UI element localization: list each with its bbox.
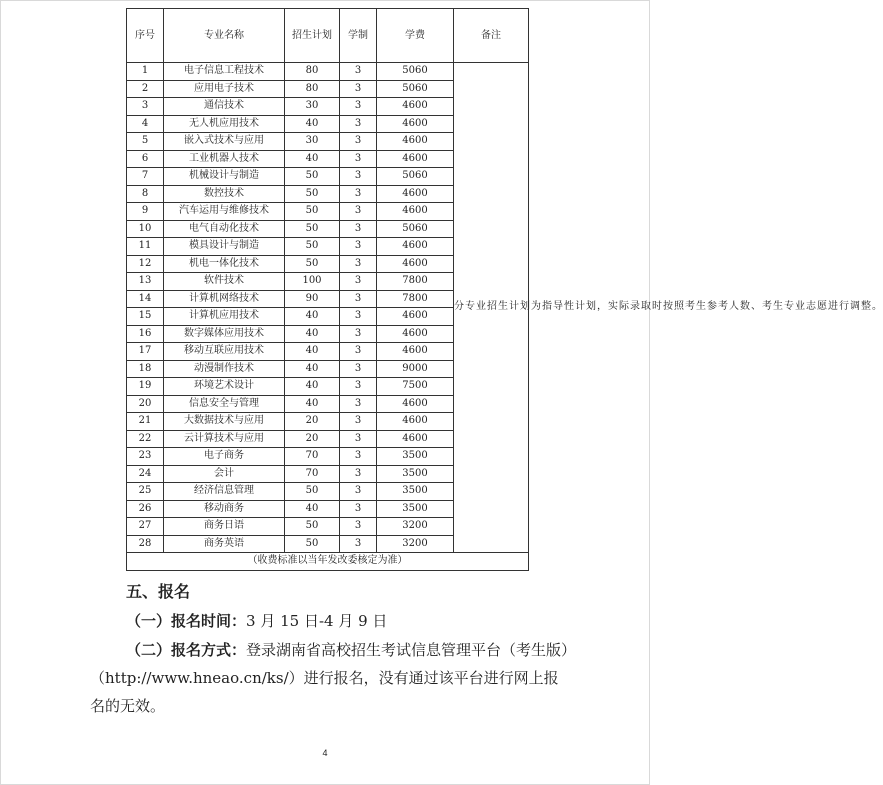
cell-enrollment-plan: 40 (285, 395, 340, 413)
enrollment-plan-table (126, 8, 883, 571)
registration-method-label: （二）报名方式： (126, 641, 247, 659)
cell-major-name: 无人机应用技术 (164, 115, 285, 133)
cell-enrollment-plan: 50 (285, 220, 340, 238)
cell-enrollment-plan: 100 (285, 273, 340, 291)
cell-major-name: 商务英语 (164, 535, 285, 553)
cell-duration: 3 (340, 273, 377, 291)
cell-no: 15 (127, 308, 164, 326)
cell-major-name: 移动商务 (164, 500, 285, 518)
cell-tuition: 4600 (377, 115, 454, 133)
cell-duration: 3 (340, 238, 377, 256)
cell-major-name: 数字媒体应用技术 (164, 325, 285, 343)
cell-tuition: 5060 (377, 80, 454, 98)
cell-duration: 3 (340, 325, 377, 343)
cell-remarks-note: 分专业招生计划为指导性计划，实际录取时按照考生参考人数、考生专业志愿进行调整。 (454, 63, 529, 553)
cell-major-name: 嵌入式技术与应用 (164, 133, 285, 151)
cell-enrollment-plan: 20 (285, 413, 340, 431)
cell-major-name: 应用电子技术 (164, 80, 285, 98)
cell-no: 3 (127, 98, 164, 116)
cell-no: 28 (127, 535, 164, 553)
cell-duration: 3 (340, 203, 377, 221)
cell-no: 24 (127, 465, 164, 483)
cell-major-name: 机电一体化技术 (164, 255, 285, 273)
cell-major-name: 模具设计与制造 (164, 238, 285, 256)
cell-no: 16 (127, 325, 164, 343)
cell-tuition: 4600 (377, 413, 454, 431)
cell-enrollment-plan: 90 (285, 290, 340, 308)
header-no: 序号 (127, 9, 164, 63)
cell-major-name: 环境艺术设计 (164, 378, 285, 396)
cell-major-name: 商务日语 (164, 518, 285, 536)
cell-duration: 3 (340, 448, 377, 466)
cell-tuition: 4600 (377, 308, 454, 326)
cell-no: 20 (127, 395, 164, 413)
cell-major-name: 动漫制作技术 (164, 360, 285, 378)
cell-tuition: 7800 (377, 290, 454, 308)
cell-enrollment-plan: 50 (285, 203, 340, 221)
header-major-name: 专业名称 (164, 9, 285, 63)
cell-no: 1 (127, 63, 164, 81)
table-body (127, 63, 883, 571)
cell-tuition: 3500 (377, 483, 454, 501)
cell-major-name: 移动互联应用技术 (164, 343, 285, 361)
cell-tuition: 4600 (377, 203, 454, 221)
page-number: 4 (322, 748, 328, 758)
cell-no: 25 (127, 483, 164, 501)
cell-duration: 3 (340, 360, 377, 378)
table-row (127, 63, 529, 81)
cell-tuition: 3500 (377, 500, 454, 518)
section-title: 五、报名 (126, 582, 191, 601)
cell-duration: 3 (340, 150, 377, 168)
cell-tuition: 3500 (377, 448, 454, 466)
cell-tuition: 9000 (377, 360, 454, 378)
cell-no: 11 (127, 238, 164, 256)
cell-duration: 3 (340, 395, 377, 413)
cell-no: 9 (127, 203, 164, 221)
cell-tuition: 5060 (377, 220, 454, 238)
cell-major-name: 汽车运用与维修技术 (164, 203, 285, 221)
cell-tuition: 4600 (377, 133, 454, 151)
cell-enrollment-plan: 40 (285, 150, 340, 168)
cell-no: 7 (127, 168, 164, 186)
cell-major-name: 会计 (164, 465, 285, 483)
cell-no: 12 (127, 255, 164, 273)
cell-enrollment-plan: 40 (285, 343, 340, 361)
registration-method-paragraph (90, 636, 570, 720)
cell-tuition: 4600 (377, 150, 454, 168)
cell-major-name: 机械设计与制造 (164, 168, 285, 186)
cell-enrollment-plan: 50 (285, 535, 340, 553)
cell-duration: 3 (340, 80, 377, 98)
cell-enrollment-plan: 70 (285, 465, 340, 483)
cell-duration: 3 (340, 185, 377, 203)
cell-duration: 3 (340, 63, 377, 81)
cell-duration: 3 (340, 98, 377, 116)
cell-duration: 3 (340, 220, 377, 238)
cell-duration: 3 (340, 465, 377, 483)
cell-tuition: 7800 (377, 273, 454, 291)
cell-enrollment-plan: 20 (285, 430, 340, 448)
cell-tuition: 4600 (377, 185, 454, 203)
cell-enrollment-plan: 50 (285, 238, 340, 256)
cell-tuition: 7500 (377, 378, 454, 396)
cell-enrollment-plan: 50 (285, 255, 340, 273)
cell-no: 6 (127, 150, 164, 168)
cell-no: 27 (127, 518, 164, 536)
cell-duration: 3 (340, 343, 377, 361)
cell-major-name: 电子信息工程技术 (164, 63, 285, 81)
cell-major-name: 经济信息管理 (164, 483, 285, 501)
cell-no: 21 (127, 413, 164, 431)
cell-no: 22 (127, 430, 164, 448)
cell-duration: 3 (340, 483, 377, 501)
cell-no: 14 (127, 290, 164, 308)
registration-time-value: 3 月 15 日-4 月 9 日 (246, 612, 388, 630)
cell-duration: 3 (340, 535, 377, 553)
cell-duration: 3 (340, 518, 377, 536)
registration-method-text: 登录湖南省高校招生考试信息管理平台（考生版）（http://www.hneao.cn/ks/）进行报名，没有通过该平台进行网上报名的无效。 (90, 641, 569, 715)
cell-duration: 3 (340, 115, 377, 133)
cell-major-name: 计算机应用技术 (164, 308, 285, 326)
cell-major-name: 大数据技术与应用 (164, 413, 285, 431)
cell-duration: 3 (340, 290, 377, 308)
cell-enrollment-plan: 40 (285, 360, 340, 378)
cell-enrollment-plan: 50 (285, 518, 340, 536)
cell-major-name: 电子商务 (164, 448, 285, 466)
cell-major-name: 云计算技术与应用 (164, 430, 285, 448)
cell-enrollment-plan: 50 (285, 168, 340, 186)
cell-enrollment-plan: 30 (285, 133, 340, 151)
cell-enrollment-plan: 30 (285, 98, 340, 116)
cell-enrollment-plan: 50 (285, 185, 340, 203)
cell-enrollment-plan: 80 (285, 80, 340, 98)
cell-duration: 3 (340, 308, 377, 326)
cell-enrollment-plan: 80 (285, 63, 340, 81)
fee-footnote: （收费标准以当年发改委核定为准） (127, 553, 529, 571)
header-remarks: 备注 (454, 9, 529, 63)
cell-enrollment-plan: 40 (285, 308, 340, 326)
cell-tuition: 4600 (377, 343, 454, 361)
cell-no: 2 (127, 80, 164, 98)
cell-no: 10 (127, 220, 164, 238)
table-header-row (127, 9, 529, 63)
cell-no: 5 (127, 133, 164, 151)
cell-enrollment-plan: 40 (285, 325, 340, 343)
cell-tuition: 4600 (377, 255, 454, 273)
cell-major-name: 通信技术 (164, 98, 285, 116)
cell-tuition: 4600 (377, 238, 454, 256)
cell-no: 18 (127, 360, 164, 378)
registration-time-paragraph (90, 607, 570, 635)
cell-duration: 3 (340, 255, 377, 273)
cell-major-name: 工业机器人技术 (164, 150, 285, 168)
cell-tuition: 3500 (377, 465, 454, 483)
cell-tuition: 4600 (377, 98, 454, 116)
cell-tuition: 3200 (377, 535, 454, 553)
cell-no: 8 (127, 185, 164, 203)
cell-duration: 3 (340, 500, 377, 518)
cell-tuition: 3200 (377, 518, 454, 536)
cell-major-name: 信息安全与管理 (164, 395, 285, 413)
cell-tuition: 4600 (377, 325, 454, 343)
cell-major-name: 电气自动化技术 (164, 220, 285, 238)
cell-duration: 3 (340, 168, 377, 186)
header-duration: 学制 (340, 9, 377, 63)
cell-tuition: 5060 (377, 168, 454, 186)
cell-no: 4 (127, 115, 164, 133)
cell-duration: 3 (340, 413, 377, 431)
cell-enrollment-plan: 40 (285, 500, 340, 518)
cell-no: 13 (127, 273, 164, 291)
cell-enrollment-plan: 40 (285, 378, 340, 396)
cell-enrollment-plan: 70 (285, 448, 340, 466)
cell-no: 19 (127, 378, 164, 396)
cell-no: 26 (127, 500, 164, 518)
cell-major-name: 计算机网络技术 (164, 290, 285, 308)
registration-time-label: （一）报名时间： (126, 612, 247, 630)
cell-major-name: 软件技术 (164, 273, 285, 291)
cell-enrollment-plan: 40 (285, 115, 340, 133)
header-tuition: 学费 (377, 9, 454, 63)
cell-tuition: 4600 (377, 395, 454, 413)
cell-enrollment-plan: 50 (285, 483, 340, 501)
table-footnote-row (127, 553, 529, 571)
cell-duration: 3 (340, 133, 377, 151)
cell-duration: 3 (340, 378, 377, 396)
cell-major-name: 数控技术 (164, 185, 285, 203)
header-enrollment-plan: 招生计划 (285, 9, 340, 63)
cell-no: 23 (127, 448, 164, 466)
cell-duration: 3 (340, 430, 377, 448)
cell-tuition: 5060 (377, 63, 454, 81)
cell-tuition: 4600 (377, 430, 454, 448)
cell-no: 17 (127, 343, 164, 361)
